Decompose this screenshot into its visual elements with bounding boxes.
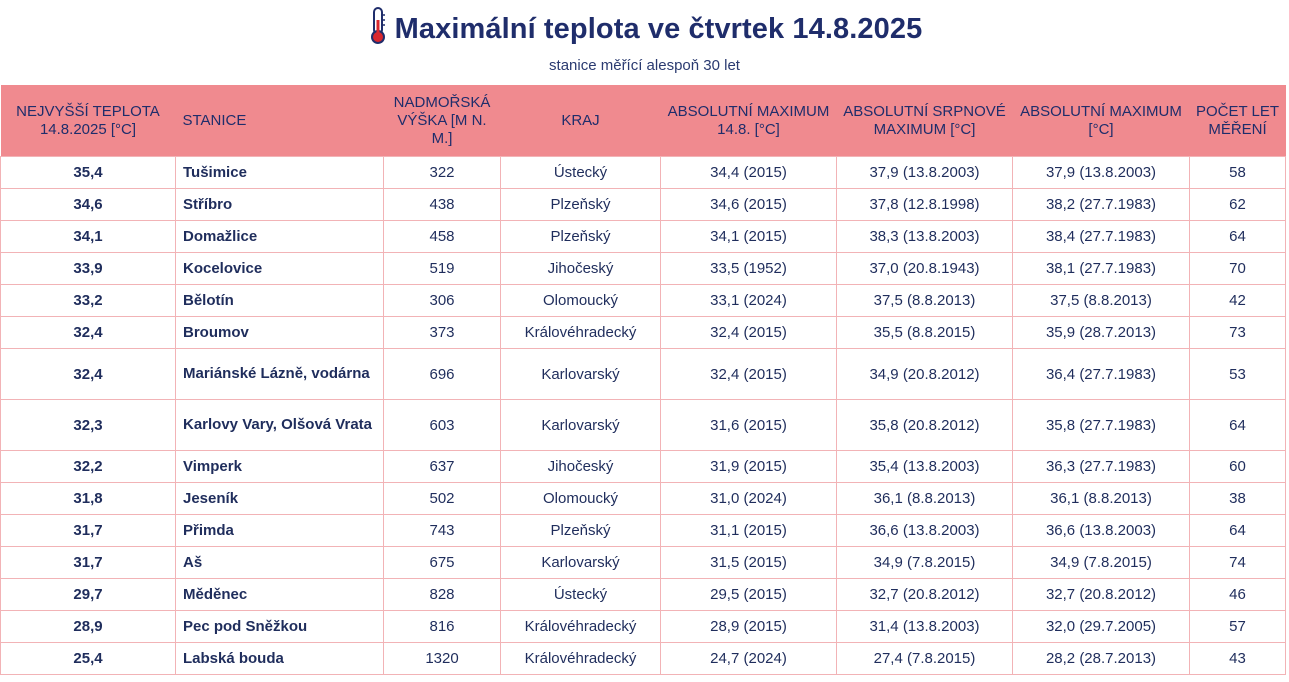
cell-station: Kocelovice [176, 253, 384, 285]
cell-max-temp: 25,4 [1, 643, 176, 675]
cell-station: Tušimice [176, 157, 384, 189]
cell-abs-max-day: 34,6 (2015) [661, 189, 837, 221]
cell-abs-max: 35,8 (27.7.1983) [1013, 400, 1190, 451]
column-header-abs-max-august: ABSOLUTNÍ SRPNOVÉ MAXIMUM [°C] [837, 85, 1013, 157]
cell-region: Olomoucký [501, 483, 661, 515]
cell-years: 62 [1190, 189, 1286, 221]
cell-station: Bělotín [176, 285, 384, 317]
cell-abs-max-august: 37,5 (8.8.2013) [837, 285, 1013, 317]
cell-altitude: 322 [384, 157, 501, 189]
column-header-region: KRAJ [501, 85, 661, 157]
cell-abs-max-day: 31,6 (2015) [661, 400, 837, 451]
cell-years: 64 [1190, 400, 1286, 451]
table-row [1, 317, 1286, 349]
cell-abs-max-day: 33,1 (2024) [661, 285, 837, 317]
page-title: Maximální teplota ve čtvrtek 14.8.2025 [394, 12, 923, 45]
table-row [1, 285, 1286, 317]
cell-abs-max-august: 36,6 (13.8.2003) [837, 515, 1013, 547]
cell-abs-max-august: 34,9 (7.8.2015) [837, 547, 1013, 579]
cell-abs-max-august: 37,8 (12.8.1998) [837, 189, 1013, 221]
cell-station: Vimperk [176, 451, 384, 483]
cell-abs-max-day: 31,9 (2015) [661, 451, 837, 483]
table-row [1, 157, 1286, 189]
cell-years: 43 [1190, 643, 1286, 675]
cell-years: 46 [1190, 579, 1286, 611]
column-header-station: STANICE [176, 85, 384, 157]
cell-years: 57 [1190, 611, 1286, 643]
cell-region: Jihočeský [501, 253, 661, 285]
cell-station: Domažlice [176, 221, 384, 253]
cell-abs-max-day: 31,1 (2015) [661, 515, 837, 547]
table-row [1, 400, 1286, 451]
table-row [1, 221, 1286, 253]
cell-abs-max: 37,9 (13.8.2003) [1013, 157, 1190, 189]
cell-station: Jeseník [176, 483, 384, 515]
cell-altitude: 828 [384, 579, 501, 611]
cell-max-temp: 29,7 [1, 579, 176, 611]
table-row [1, 451, 1286, 483]
thermometer-icon [367, 6, 389, 46]
table-row [1, 483, 1286, 515]
cell-station: Karlovy Vary, Olšová Vrata [176, 400, 384, 451]
cell-abs-max-day: 28,9 (2015) [661, 611, 837, 643]
cell-altitude: 816 [384, 611, 501, 643]
cell-region: Karlovarský [501, 400, 661, 451]
cell-region: Olomoucký [501, 285, 661, 317]
cell-years: 64 [1190, 221, 1286, 253]
cell-abs-max: 38,4 (27.7.1983) [1013, 221, 1190, 253]
cell-altitude: 438 [384, 189, 501, 221]
cell-altitude: 1320 [384, 643, 501, 675]
cell-abs-max-august: 31,4 (13.8.2003) [837, 611, 1013, 643]
cell-abs-max-day: 34,1 (2015) [661, 221, 837, 253]
table-body [1, 157, 1286, 675]
table-row [1, 643, 1286, 675]
cell-years: 60 [1190, 451, 1286, 483]
cell-years: 64 [1190, 515, 1286, 547]
cell-abs-max: 38,1 (27.7.1983) [1013, 253, 1190, 285]
cell-abs-max-august: 37,0 (20.8.1943) [837, 253, 1013, 285]
cell-max-temp: 31,8 [1, 483, 176, 515]
cell-years: 74 [1190, 547, 1286, 579]
table-row [1, 611, 1286, 643]
table-row [1, 547, 1286, 579]
cell-abs-max-day: 32,4 (2015) [661, 349, 837, 400]
table-row [1, 515, 1286, 547]
table-row [1, 189, 1286, 221]
page-subtitle: stanice měřící alespoň 30 let [549, 57, 740, 74]
cell-max-temp: 32,2 [1, 451, 176, 483]
cell-altitude: 306 [384, 285, 501, 317]
cell-years: 73 [1190, 317, 1286, 349]
cell-abs-max: 36,4 (27.7.1983) [1013, 349, 1190, 400]
column-header-years: POČET LET MĚŘENÍ [1190, 85, 1286, 157]
cell-abs-max-august: 35,4 (13.8.2003) [837, 451, 1013, 483]
table-row [1, 253, 1286, 285]
temperature-table [0, 85, 1286, 675]
cell-altitude: 696 [384, 349, 501, 400]
cell-years: 58 [1190, 157, 1286, 189]
cell-region: Plzeňský [501, 515, 661, 547]
cell-station: Broumov [176, 317, 384, 349]
cell-max-temp: 34,1 [1, 221, 176, 253]
cell-region: Ústecký [501, 579, 661, 611]
cell-abs-max: 36,3 (27.7.1983) [1013, 451, 1190, 483]
cell-altitude: 502 [384, 483, 501, 515]
column-header-abs-max: ABSOLUTNÍ MAXIMUM [°C] [1013, 85, 1190, 157]
cell-region: Plzeňský [501, 221, 661, 253]
cell-max-temp: 33,9 [1, 253, 176, 285]
cell-abs-max-day: 31,5 (2015) [661, 547, 837, 579]
cell-altitude: 458 [384, 221, 501, 253]
cell-abs-max-august: 35,8 (20.8.2012) [837, 400, 1013, 451]
cell-region: Ústecký [501, 157, 661, 189]
cell-station: Přimda [176, 515, 384, 547]
cell-abs-max-day: 33,5 (1952) [661, 253, 837, 285]
column-header-altitude: NADMOŘSKÁ VÝŠKA [M N. M.] [384, 85, 501, 157]
cell-abs-max-day: 29,5 (2015) [661, 579, 837, 611]
cell-abs-max-august: 35,5 (8.8.2015) [837, 317, 1013, 349]
cell-abs-max-august: 32,7 (20.8.2012) [837, 579, 1013, 611]
cell-abs-max-august: 38,3 (13.8.2003) [837, 221, 1013, 253]
cell-abs-max-day: 31,0 (2024) [661, 483, 837, 515]
cell-max-temp: 28,9 [1, 611, 176, 643]
cell-station: Labská bouda [176, 643, 384, 675]
cell-max-temp: 32,4 [1, 317, 176, 349]
cell-max-temp: 32,4 [1, 349, 176, 400]
cell-abs-max-day: 34,4 (2015) [661, 157, 837, 189]
cell-region: Karlovarský [501, 547, 661, 579]
cell-abs-max: 36,1 (8.8.2013) [1013, 483, 1190, 515]
cell-abs-max: 36,6 (13.8.2003) [1013, 515, 1190, 547]
cell-altitude: 603 [384, 400, 501, 451]
cell-region: Plzeňský [501, 189, 661, 221]
cell-abs-max-august: 37,9 (13.8.2003) [837, 157, 1013, 189]
cell-max-temp: 31,7 [1, 515, 176, 547]
cell-abs-max-day: 24,7 (2024) [661, 643, 837, 675]
cell-abs-max: 32,0 (29.7.2005) [1013, 611, 1190, 643]
table-row [1, 349, 1286, 400]
table-header-row [1, 85, 1286, 157]
cell-region: Královéhradecký [501, 643, 661, 675]
cell-region: Karlovarský [501, 349, 661, 400]
cell-altitude: 675 [384, 547, 501, 579]
cell-region: Královéhradecký [501, 317, 661, 349]
cell-altitude: 519 [384, 253, 501, 285]
cell-region: Jihočeský [501, 451, 661, 483]
cell-abs-max-august: 27,4 (7.8.2015) [837, 643, 1013, 675]
cell-years: 38 [1190, 483, 1286, 515]
cell-region: Královéhradecký [501, 611, 661, 643]
cell-abs-max: 38,2 (27.7.1983) [1013, 189, 1190, 221]
cell-max-temp: 33,2 [1, 285, 176, 317]
cell-altitude: 637 [384, 451, 501, 483]
cell-years: 53 [1190, 349, 1286, 400]
cell-max-temp: 34,6 [1, 189, 176, 221]
cell-altitude: 373 [384, 317, 501, 349]
cell-abs-max: 34,9 (7.8.2015) [1013, 547, 1190, 579]
column-header-abs-max-day: ABSOLUTNÍ MAXIMUM 14.8. [°C] [661, 85, 837, 157]
cell-abs-max-day: 32,4 (2015) [661, 317, 837, 349]
page-header [0, 4, 1289, 54]
cell-max-temp: 31,7 [1, 547, 176, 579]
cell-years: 70 [1190, 253, 1286, 285]
cell-station: Pec pod Sněžkou [176, 611, 384, 643]
cell-years: 42 [1190, 285, 1286, 317]
table-row [1, 579, 1286, 611]
cell-abs-max: 28,2 (28.7.2013) [1013, 643, 1190, 675]
cell-station: Stříbro [176, 189, 384, 221]
cell-station: Měděnec [176, 579, 384, 611]
cell-abs-max: 37,5 (8.8.2013) [1013, 285, 1190, 317]
cell-max-temp: 32,3 [1, 400, 176, 451]
cell-max-temp: 35,4 [1, 157, 176, 189]
cell-station: Aš [176, 547, 384, 579]
cell-abs-max-august: 36,1 (8.8.2013) [837, 483, 1013, 515]
cell-abs-max: 35,9 (28.7.2013) [1013, 317, 1190, 349]
cell-station: Mariánské Lázně, vodárna [176, 349, 384, 400]
column-header-max-temp: NEJVYŠŠÍ TEPLOTA 14.8.2025 [°C] [1, 85, 176, 157]
cell-abs-max-august: 34,9 (20.8.2012) [837, 349, 1013, 400]
cell-altitude: 743 [384, 515, 501, 547]
cell-abs-max: 32,7 (20.8.2012) [1013, 579, 1190, 611]
